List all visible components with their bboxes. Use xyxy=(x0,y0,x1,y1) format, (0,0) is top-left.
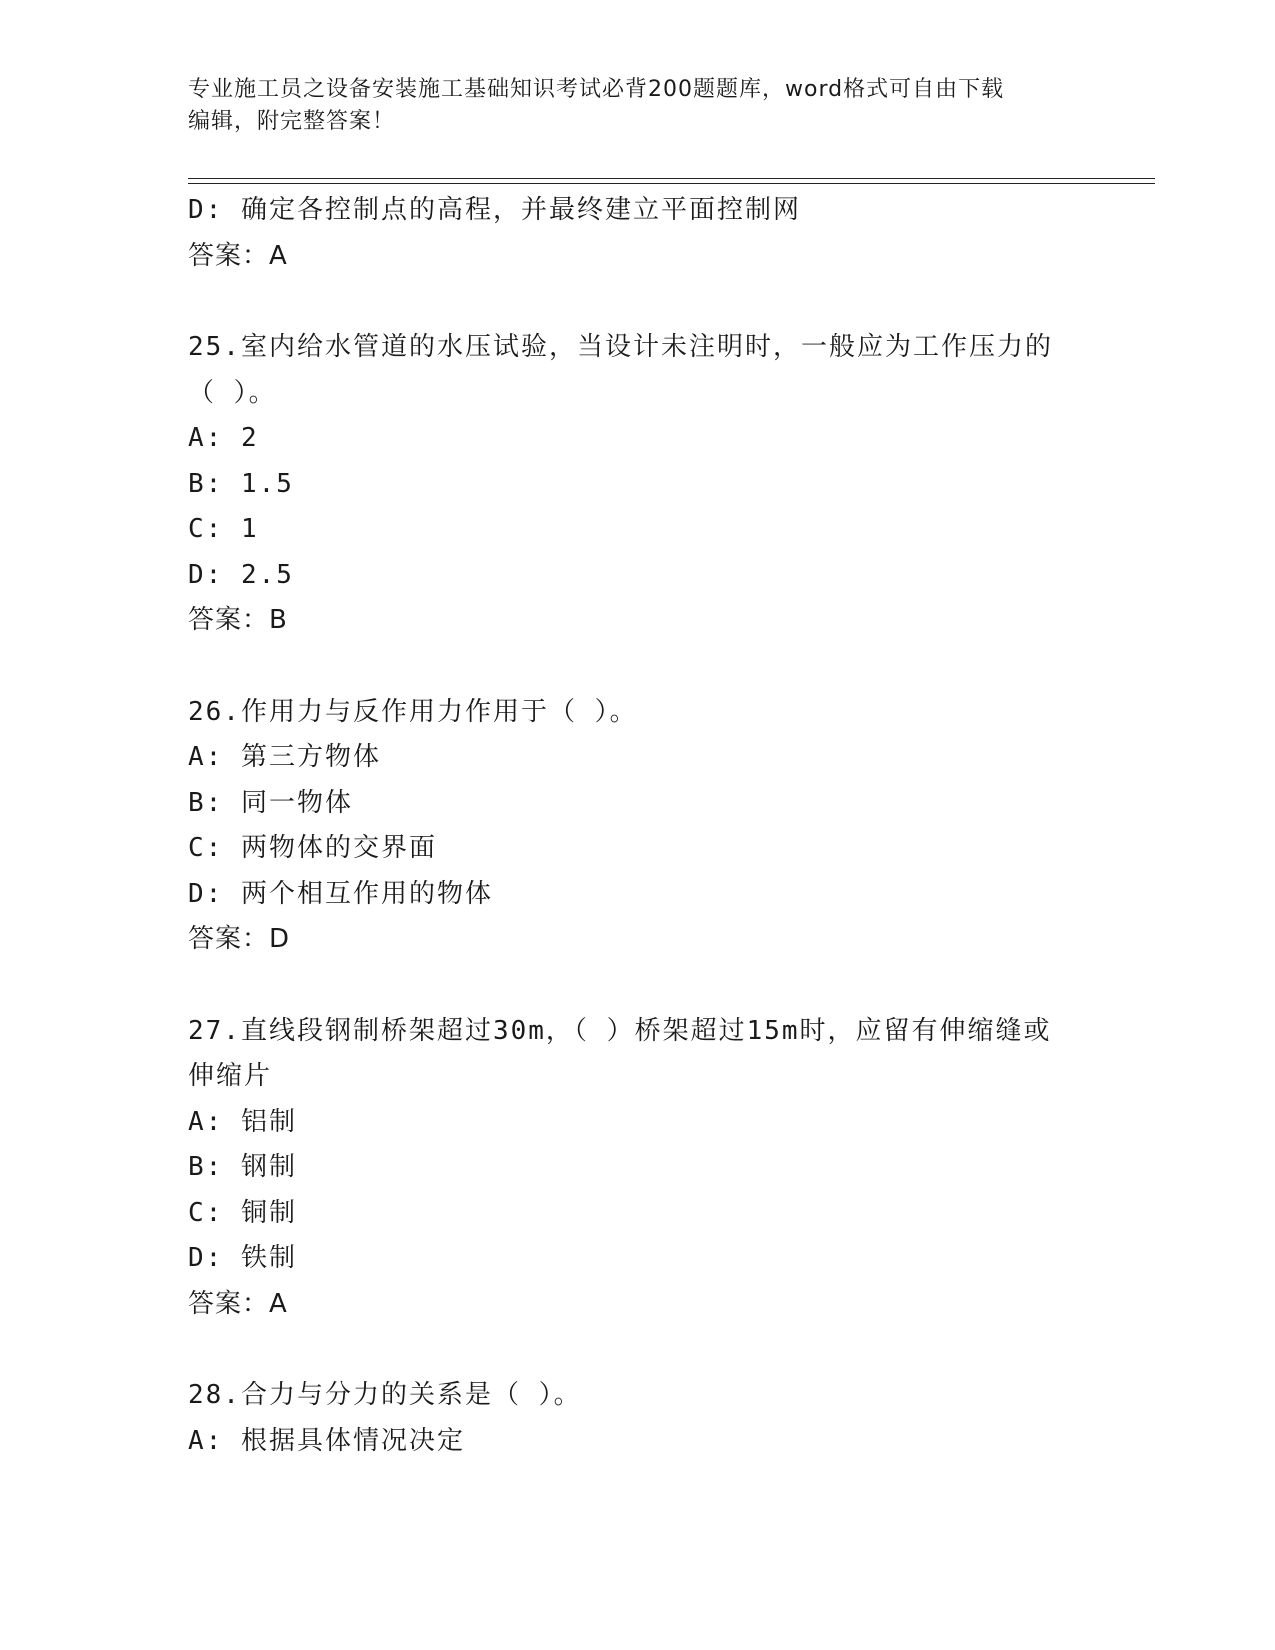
spacer xyxy=(188,644,1088,690)
question-stem: 26.作用力与反作用力作用于（ ）。 xyxy=(188,696,638,727)
header-line-2: 编辑，附完整答案！ xyxy=(188,109,396,134)
option-c: C: 1 xyxy=(188,514,259,544)
header-divider-bottom xyxy=(188,183,1155,184)
header-divider-top xyxy=(188,178,1155,179)
prev-answer: 答案：A xyxy=(188,240,288,271)
answer: 答案：B xyxy=(188,605,288,635)
question-stem: 27.直线段钢制桥架超过30m，（ ）桥架超过15m时，应留有伸缩缝或 xyxy=(188,1015,1052,1046)
answer: 答案：A xyxy=(188,1288,288,1319)
question-28 xyxy=(188,1373,1088,1464)
option-b: B: 1.5 xyxy=(188,468,294,499)
question-27 xyxy=(188,1009,1088,1328)
question-25 xyxy=(188,325,1088,644)
option-a: A: 2 xyxy=(188,423,259,453)
option-b: B: 钢制 xyxy=(188,1152,297,1182)
question-stem: （ ）。 xyxy=(188,377,277,408)
option-d: D: 铁制 xyxy=(188,1243,297,1273)
option-a: A: 第三方物体 xyxy=(188,742,381,772)
option-a: A: 铝制 xyxy=(188,1106,297,1137)
question-stem: 25.室内给水管道的水压试验，当设计未注明时，一般应为工作压力的 xyxy=(188,332,1053,362)
option-c: C: 铜制 xyxy=(188,1197,297,1228)
document-header xyxy=(188,74,1088,138)
answer: 答案：D xyxy=(188,924,291,954)
option-d: D: 两个相互作用的物体 xyxy=(188,878,493,909)
option-b: B: 同一物体 xyxy=(188,787,353,818)
spacer xyxy=(188,279,1088,325)
question-26 xyxy=(188,690,1088,963)
spacer xyxy=(188,1327,1088,1373)
question-list xyxy=(188,188,1088,1464)
header-line-1: 专业施工员之设备安装施工基础知识考试必背200题题库，word格式可自由下载 xyxy=(188,77,1005,102)
option-c: C: 两物体的交界面 xyxy=(188,833,437,863)
spacer xyxy=(188,963,1088,1009)
question-stem: 28.合力与分力的关系是（ ）。 xyxy=(188,1380,582,1410)
prev-option-d: D: 确定各控制点的高程，并最终建立平面控制网 xyxy=(188,195,801,225)
question-stem: 伸缩片 xyxy=(188,1061,273,1091)
option-a: A: 根据具体情况决定 xyxy=(188,1425,465,1456)
option-d: D: 2.5 xyxy=(188,559,294,590)
